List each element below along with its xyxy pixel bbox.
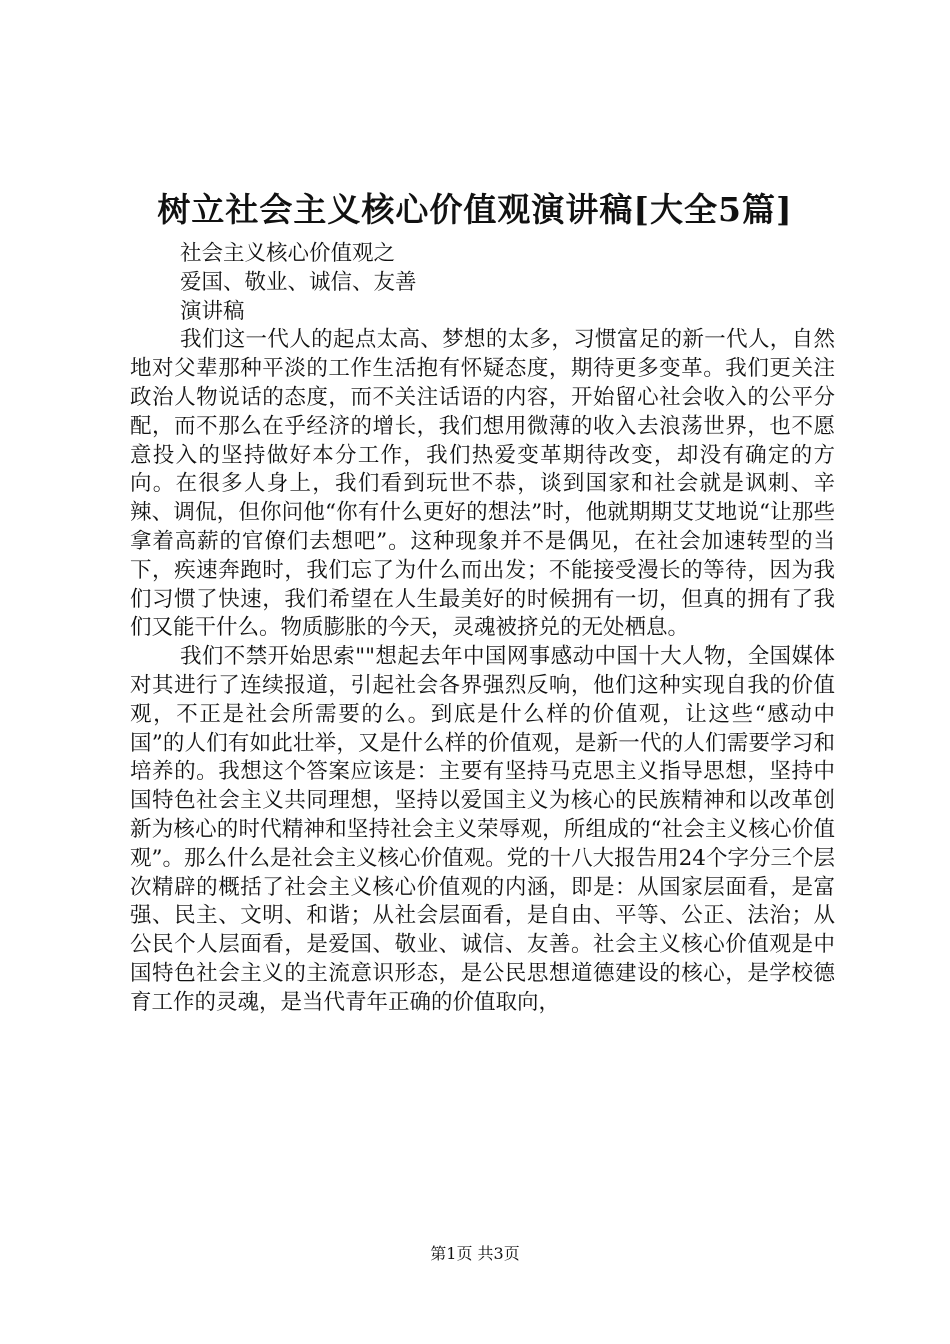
document-body bbox=[130, 240, 835, 1018]
page-footer: 第1页 共3页 bbox=[430, 1244, 520, 1263]
subtitle-line: 爱国、敬业、诚信、友善 bbox=[180, 269, 417, 295]
body-paragraph: 我们这一代人的起点太高、梦想的太多，习惯富足的新一代人，自然地对父辈那种平淡的工作生活抱有怀疑态度，期待更多变革。我们更关注政治人物说话的态度，而不关注话语的内容，开始留心社会收入的公平分配，而不那么在乎经济的增长，我们想用微薄的收入去浪荡世界，也不愿意投入的坚持做好本分工作，我们热爱变革期待改变，却没有确定的方向。在很多人身上，我们看到玩世不恭，谈到国家和社会就是讽刺、辛辣、调侃，但你问他“你有什么更好的想法”时，他就期期艾艾地说“让那些拿着高薪的官僚们去想吧”。这种现象并不是偶见，在社会加速转型的当下，疾速奔跑时，我们忘了为什么而出发；不能接受漫长的等待，因为我们习惯了快速，我们希望在人生最美好的时候拥有一切，但真的拥有了我们又能干什么。物质膨胀的今天，灵魂被挤兑的无处栖息。 bbox=[130, 327, 835, 641]
subtitle-line: 演讲稿 bbox=[180, 298, 245, 324]
subtitle-line: 社会主义核心价值观之 bbox=[180, 241, 396, 266]
document-title: 树立社会主义核心价值观演讲稿[大全5篇] bbox=[157, 190, 793, 229]
body-paragraph: 我们不禁开始思索""想起去年中国网事感动中国十大人物，全国媒体对其进行了连续报道，引起社会各界强烈反响，他们这种实现自我的价值观，不正是社会所需要的么。到底是什么样的价值观，让这些“感动中国”的人们有如此壮举，又是什么样的价值观，是新一代的人们需要学习和培养的。我想这个答案应该是：主要有坚持马克思主义指导思想，坚持中国特色社会主义共同理想，坚持以爱国主义为核心的民族精神和以改革创新为核心的时代精神和坚持社会主义荣辱观，所组成的“社会主义核心价值观”。那么什么是社会主义核心价值观。党的十八大报告用24个字分三个层次精辟的概括了社会主义核心价值观的内涵，即是：从国家层面看，是富强、民主、文明、和谐；从社会层面看，是自由、平等、公正、法治；从公民个人层面看，是爱国、敬业、诚信、友善。社会主义核心价值观是中国特色社会主义的主流意识形态，是公民思想道德建设的核心，是学校德育工作的灵魂，是当代青年正确的价值取向， bbox=[130, 644, 835, 1015]
